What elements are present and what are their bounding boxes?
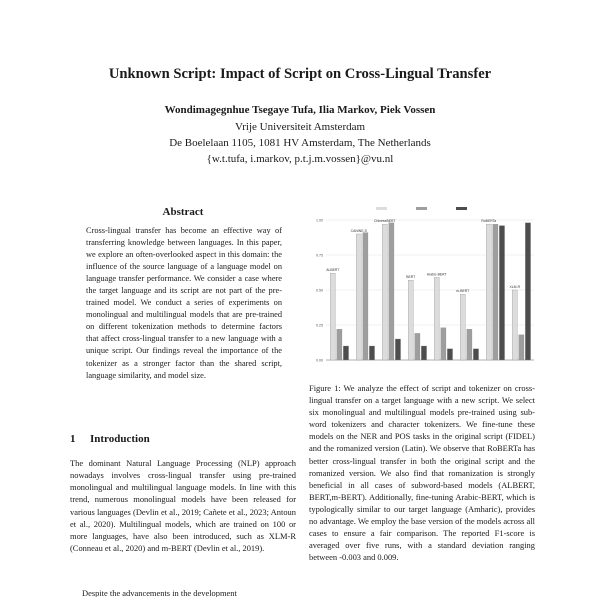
chart-bar: [382, 224, 387, 360]
section-heading-introduction: [70, 433, 150, 445]
figure-1-chart: [304, 200, 540, 372]
chart-legend: [376, 207, 467, 210]
chart-legend-swatch: [416, 207, 427, 210]
chart-bar: [512, 290, 517, 360]
chart-legend-swatch: [376, 207, 387, 210]
abstract-heading: Abstract: [162, 206, 204, 218]
chart-y-tick-label: 0.00: [316, 358, 323, 363]
chart-bar: [434, 277, 439, 360]
abstract-body: Cross-lingual transfer has become an effective way of transferring knowledge between languages. In this paper, we explore an often-overlooked aspect in this domain: the influence of the source language of a language model on language transfer performance. We consider a case where the target language and its script are not part of the pre-trained model. We conduct a series of experiments on monolingual and multilingual models that are pre-trained on different tokenization methods to determine factors that affect cross-lingual transfer to a new language with a unique script. Our findings reveal the importance of the tokenizer as a stronger factor than the shared script, language similarity, and model size.: [86, 226, 282, 380]
chart-bar: [467, 329, 472, 360]
chart-bar: [408, 280, 413, 360]
chart-bar: [519, 335, 524, 360]
section-title: Introduction: [90, 433, 150, 445]
chart-data-label: CANINE-S: [350, 229, 367, 233]
chart-y-tick-label: 0.50: [316, 288, 323, 293]
chart-bar: [395, 339, 400, 360]
chart-bar: [369, 346, 374, 360]
chart-bar: [415, 333, 420, 360]
paper-title: Unknown Script: Impact of Script on Cross-Lingual Transfer: [108, 66, 492, 82]
chart-data-label: Arabic-BERT: [426, 272, 447, 277]
chart-data-label: BERT: [406, 275, 416, 280]
chart-bar: [499, 226, 504, 360]
affiliation: Vrije Universiteit Amsterdam: [234, 121, 366, 133]
chart-bar: [343, 346, 348, 360]
figure-1-caption: Figure 1: We analyze the effect of script and tokenizer on cross-lingual transfer on a target language with a new script. We select six monolingual and multilingual models pre-trained using sub-word tokenizers and character tokenizers. We fine-tune these models on the NER and POS tasks in the original script (FIDEL) and the romanized version (Latin). We observe that RoBERTa has better cross-lingual transfer in both the original script and the romanized version. We also find that romanization is strongly beneficial in all cases of subword-based models (ALBERT, BERT,m-BERT). Additionally, fine-tuning Arabic-BERT, which is typologically similar to our target language (Amharic), provides no advantage. We employ the base version of the models across all cases to ensure a fair comparison. The reported F1-score is averaged over five runs, with a standard deviation ranging between -0.003 and 0.009.: [309, 383, 535, 563]
chart-bar: [441, 328, 446, 360]
chart-bar: [363, 233, 368, 360]
address: De Boelelaan 1105, 1081 HV Amsterdam, The Netherlands: [169, 137, 431, 149]
chart-bar: [473, 349, 478, 360]
chart-y-tick-label: 1.00: [316, 218, 323, 223]
chart-y-tick-label: 0.75: [316, 253, 323, 258]
chart-bars: [330, 223, 530, 360]
chart-data-label: ChineseBERT: [374, 219, 396, 224]
email: {w.t.tufa, i.markov, p.t.j.m.vossen}@vu.nl: [206, 153, 394, 165]
chart-bar: [486, 224, 491, 360]
chart-data-label: XLM-R: [509, 285, 521, 289]
chart-bar: [337, 329, 342, 360]
chart-bar: [525, 223, 530, 360]
chart-bar: [356, 234, 361, 360]
chart-y-ticks: [316, 219, 323, 363]
chart-legend-swatch: [456, 207, 467, 210]
chart-bar: [447, 349, 452, 360]
introduction-paragraph: The dominant Natural Language Processing (NLP) approach nowadays involves cross-lingual transfer using pre-trained monolingual and multilingual language models. In line with this trend, numerous monolingual models have been released for various languages (Devlin et al., 2019; Cañete et al., 2023; Antoun et al., 2020). Multilingual models, which are trained on 100 or more languages, have also been introduced, such as XLM-R (Conneau et al., 2020) and m-BERT (Devlin et al., 2019).: [70, 458, 296, 554]
chart-data-label: ALBERT: [326, 268, 340, 273]
chart-bar: [330, 273, 335, 360]
chart-bar: [460, 294, 465, 360]
chart-data-label: m-BERT: [456, 289, 470, 294]
chart-data-label: RoBERTa: [481, 219, 497, 224]
chart-bar: [421, 346, 426, 360]
introduction-paragraph-next: Despite the advancements in the development: [82, 588, 237, 597]
section-number: 1: [70, 433, 76, 445]
paper-authors: Wondimagegnhue Tsegaye Tufa, Ilia Markov, Piek Vossen: [164, 104, 436, 116]
chart-bar: [493, 224, 498, 360]
chart-y-tick-label: 0.25: [316, 323, 323, 328]
chart-bar: [389, 223, 394, 360]
